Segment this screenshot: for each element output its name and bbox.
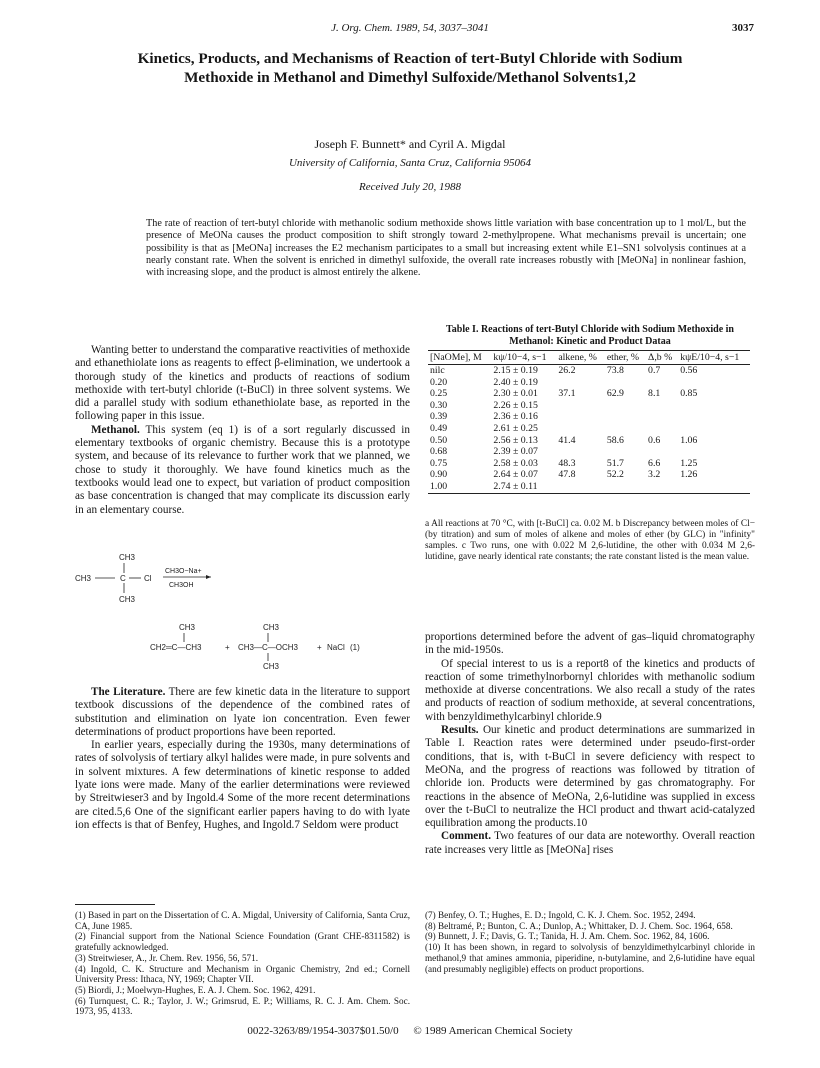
table-cell: 51.7: [606, 457, 624, 469]
footnote-divider-left: [75, 904, 155, 905]
table-header-cell: Δ,b %: [646, 351, 678, 365]
footnotes-left: [75, 910, 410, 1017]
results-text: Our kinetic and product determinations are summarized in Table I. Reaction rates were determined under pseudo-first-order conditions, that is, with t-BuCl in severe deficiency with respect to MeONa, and the progress of reactions was followed by titration of chloride ion. Products were determined by gas chromatography. For reactions in the absence of MeONa, 2,6-lutidine was supplied in excess over the t-BuCl to neutralize the HCl product and thwart acid-catalyzed equilibration among the products.10: [425, 724, 755, 830]
results-paragraph: [425, 724, 755, 830]
left-column: [75, 344, 410, 517]
table-cell: 62.9: [606, 388, 624, 400]
comment-heading: Comment.: [441, 830, 492, 843]
table-header-cell: alkene, %: [556, 351, 604, 365]
table-cell: 1.26: [680, 469, 698, 481]
table-row: [428, 481, 750, 493]
intro-paragraph: Wanting better to understand the comparative reactivities of methoxide and ethanethiolate ions as reagents to effect β-elimination, we undertook a thorough study of the kinetics and products of reactions of sodium methoxide with tert-butyl chloride (t-BuCl) in three solvent systems. We did a parallel study with sodium ethanethiolate base, as reported in the following paper in this issue.: [75, 344, 410, 423]
literature-heading: The Literature.: [91, 686, 166, 698]
table-row: [428, 411, 750, 423]
scheme-nacl: NaCl: [327, 643, 345, 652]
scheme-ch3-top: CH3: [119, 553, 136, 562]
table-row: [428, 423, 750, 435]
footnote: (7) Benfey, O. T.; Hughes, E. D.; Ingold, C. K. J. Chem. Soc. 1952, 2494.: [425, 910, 696, 920]
data-table: [428, 350, 750, 494]
article-title: Kinetics, Products, and Mechanisms of Reaction of tert-Butyl Chloride with Sodium Methoxide in Methanol and Dimethyl Sulfoxide/Methanol Solvents1,2: [137, 50, 683, 86]
table-header-cell: [NaOMe], M: [428, 351, 491, 365]
table-cell: 8.1: [648, 388, 661, 400]
table-cell: 1.06: [680, 434, 698, 446]
table-cell: 2.61 ± 0.25: [493, 422, 538, 434]
table-cell: [646, 446, 678, 458]
scheme-reagent-top: CH3O−Na+: [165, 568, 202, 575]
table-cell: [646, 377, 678, 389]
footnote: (4) Ingold, C. K. Structure and Mechanism in Organic Chemistry, 2nd ed.; Cornell University Press: Ithaca, NY, 1969; Chapter VII.: [75, 963, 410, 985]
table-cell: [646, 423, 678, 435]
table-cell: 1.25: [680, 457, 698, 469]
comment-text: Two features of our data are noteworthy. Overall reaction rate increases very little as [MeONa] rises: [425, 830, 755, 856]
scheme-cl: Cl: [144, 574, 152, 583]
footnote: (1) Based in part on the Dissertation of C. A. Migdal, University of California, Santa Cruz, CA, June 1985.: [75, 910, 410, 931]
table-cell: [605, 400, 646, 412]
table-row: [428, 446, 750, 458]
right-continuation-paragraph: proportions determined before the advent of gas–liquid chromatography in the mid-1950s.: [425, 631, 755, 657]
table-cell: [605, 446, 646, 458]
table-row: [428, 388, 750, 400]
table-cell: 58.6: [606, 434, 624, 446]
table-cell: [678, 400, 750, 412]
scheme-ether-ch3-top: CH3: [263, 623, 280, 632]
table-cell: 0.68: [430, 446, 448, 458]
reaction-scheme: [75, 550, 410, 670]
table-row: [428, 400, 750, 412]
scheme-eq-number: (1): [350, 643, 360, 652]
footnote: (3) Streitwieser, A., Jr. Chem. Rev. 1956, 56, 571.: [75, 952, 259, 963]
scheme-alkene-ch3: CH3: [179, 623, 196, 632]
table-cell: 73.8: [606, 365, 624, 376]
table-cell: 2.15 ± 0.19: [493, 365, 538, 376]
scheme-c-center: C: [120, 574, 126, 583]
table-cell: 3.2: [648, 469, 661, 481]
table-cell: 2.58 ± 0.03: [493, 457, 538, 469]
table-cell: 48.3: [558, 457, 576, 469]
table-cell: [678, 446, 750, 458]
table-cell: [556, 377, 604, 389]
scheme-alkene: CH2═C—CH3: [150, 643, 202, 652]
footnote: (2) Financial support from the National Science Foundation (Grant CHE-8311582) is gratefully acknowledged.: [75, 931, 410, 953]
table-cell: [605, 481, 646, 493]
table-cell: 0.7: [648, 365, 661, 376]
table-cell: 47.8: [558, 469, 576, 481]
abstract: The rate of reaction of tert-butyl chloride with methanolic sodium methoxide shows little variation with base concentration up to 1 mol/L, but the presence of MeONa causes the product composition to shift strongly toward 2-methylpropene. What mechanisms prevail is uncertain; one possibility is that as [MeONa] increases the E2 mechanism participates to a small but increasing extent while E1–SN1 solvolysis continues at a nearly constant rate. When the solvent is enriched in dimethyl sulfoxide, the overall rate increases robustly with [MeONa] in nonlinear fashion, with increasing slope, and the product is almost entirely the alkene.: [146, 218, 746, 279]
table-cell: 0.49: [430, 422, 448, 434]
table-row: [428, 458, 750, 470]
scheme-ether-ch3-bottom: CH3: [263, 662, 280, 670]
table-row: [428, 377, 750, 389]
table-cell: 0.50: [430, 434, 448, 446]
table-cell: 0.85: [680, 388, 698, 400]
article-code: 0022-3263/89/1954-3037$01.50/0: [247, 1025, 399, 1037]
literature-paragraph: [75, 686, 410, 739]
table-cell: 0.30: [430, 399, 448, 411]
methanol-text: This system (eq 1) is of a sort regularly discussed in elementary textbooks of organic chemistry. Because this is a prototype system, and because of its relevance to further work that we planned, we chose to study it thoroughly. We have found kinetics much as the textbooks would lead one to expect, but variation of product composition as base concentration is changed that may complicate its discussion early in an elementary course.: [75, 423, 410, 516]
footnotes-right: [425, 910, 755, 974]
table-cell: 2.40 ± 0.19: [493, 376, 538, 388]
table-cell: [646, 481, 678, 493]
table-cell: [556, 446, 604, 458]
received-date: Received July 20, 1988: [358, 181, 461, 193]
table-cell: [605, 377, 646, 389]
table-cell: [678, 423, 750, 435]
comment-paragraph: [425, 830, 755, 857]
table-header-row: [428, 351, 750, 365]
table-header-cell: kψ/10−4, s−1: [491, 351, 556, 365]
journal-citation: J. Org. Chem. 1989, 54, 3037–3041: [331, 22, 489, 34]
table-cell: [605, 411, 646, 423]
page-footer: [0, 1025, 820, 1037]
table-cell: 0.56: [680, 365, 698, 376]
table-cell: 26.2: [558, 365, 576, 376]
table-cell: 52.2: [606, 469, 624, 481]
table-cell: [646, 400, 678, 412]
footnote: (9) Bunnett, J. F.; Davis, G. T.; Tanida, H. J. Am. Chem. Soc. 1962, 84, 1606.: [425, 931, 710, 942]
table-cell: 0.39: [430, 411, 448, 423]
table-cell: 0.20: [430, 376, 448, 388]
table-cell: 2.56 ± 0.13: [493, 434, 538, 446]
table-cell: 2.64 ± 0.07: [493, 469, 538, 481]
table-cell: 2.36 ± 0.16: [493, 411, 538, 423]
copyright: © 1989 American Chemical Society: [413, 1025, 573, 1037]
table-cell: [646, 411, 678, 423]
scheme-plus-1: +: [225, 643, 230, 652]
scheme-ch3-bottom: CH3: [119, 595, 136, 604]
table-row: [428, 469, 750, 481]
table-cell: [678, 481, 750, 493]
table-cell: [556, 411, 604, 423]
literature-text: There are few kinetic data in the literature to support textbook discussions of the dependence of the combined rates of substitution and elimination on lyate ion concentration. Even fewer determinations of product proportions have been reported.: [75, 686, 410, 738]
table-cell: [678, 377, 750, 389]
scheme-plus-2: +: [317, 643, 322, 652]
special-interest-paragraph: Of special interest to us is a report8 of the kinetics and products of reaction of some trimethylnorbornyl chlorides with methanolic sodium methoxide at diverse concentrations. We also recall a study of the rates and products of reaction of sodium methoxide, at several concentrations, with benzyldimethylcarbinyl chloride.9: [425, 657, 755, 723]
table-cell: 0.6: [648, 434, 661, 446]
table-row: [428, 435, 750, 447]
footnote: (6) Turnquest, C. R.; Taylor, J. W.; Grimsrud, E. P.; Williams, R. C. J. Am. Chem. Soc. 1973, 95, 4133.: [75, 995, 410, 1017]
methanol-paragraph: [75, 424, 410, 517]
footnote: (8) Beltramé, P.; Bunton, C. A.; Dunlop, A.; Whittaker, D. J. Chem. Soc. 1964, 658.: [425, 920, 733, 931]
running-header: [66, 22, 754, 38]
table-footnote: a All reactions at 70 °C, with [t-BuCl] ca. 0.02 M. b Discrepancy between moles of Cl− (by titration) and sum of moles of alkene and moles of ether (by GLC) in "infinity" samples. c Two runs, one with 0.022 M 2,6-lutidine, the other with 0.034 M 2,6-lutidine, gave nearly identical rate constants; the rate constant listed is the mean value.: [425, 519, 755, 563]
table-cell: 0.25: [430, 388, 448, 400]
table-cell: 2.26 ± 0.15: [493, 399, 538, 411]
footnote: (10) It has been shown, in regard to solvolysis of benzyldimethylcarbinyl chloride in methanol,9 that amines ammonia, piperidine, n-butylamine, and 2,6-lutidine have equal (and presumably negligible) effects on product proportions.: [425, 942, 755, 974]
table-cell: [605, 423, 646, 435]
table-cell: 41.4: [558, 434, 576, 446]
results-heading: Results.: [441, 724, 479, 737]
footnote: (5) Biordi, J.; Moelwyn-Hughes, E. A. J. Chem. Soc. 1962, 4291.: [75, 984, 316, 995]
table-cell: [556, 423, 604, 435]
left-column-lower: [75, 686, 410, 832]
table-cell: 2.39 ± 0.07: [493, 446, 538, 458]
scheme-ether: CH3—C—OCH3: [238, 643, 299, 652]
table-cell: 37.1: [558, 388, 576, 400]
methanol-heading: Methanol.: [91, 423, 140, 436]
table-cell: [556, 481, 604, 493]
table-cell: 6.6: [648, 457, 661, 469]
table-cell: [556, 400, 604, 412]
table-cell: 2.30 ± 0.01: [493, 388, 538, 400]
page-number: 3037: [732, 22, 754, 34]
affiliation: University of California, Santa Cruz, California 95064: [288, 157, 532, 169]
table-header-cell: ether, %: [605, 351, 646, 365]
table-cell: 0.75: [430, 457, 448, 469]
scheme-ch3-left: CH3: [75, 574, 92, 583]
table-cell: 1.00: [428, 481, 491, 493]
scheme-reagent-bottom: CH3OH: [169, 582, 194, 589]
table-row: [428, 365, 750, 377]
table-title: Table I. Reactions of tert-Butyl Chloride with Sodium Methoxide in Methanol: Kinetic and Product Dataa: [446, 324, 734, 347]
history-paragraph: In earlier years, especially during the 1930s, many determinations of rates of solvolysis of tertiary alkyl halides were made, in pure solvents and in solvent mixtures. A few determinations of kinetic response to added lyate ions were made. Many of the earlier determinations were reviewed by Streitwieser3 and by Ingold.4 Some of the more recent determinations are cited.5,6 One of the significant earlier papers having to do with lyate ion effects is that of Benfey, Hughes, and Ingold.7 Seldom were product: [75, 739, 410, 831]
authors: Joseph F. Bunnett* and Cyril A. Migdal: [314, 137, 506, 151]
right-column: [425, 631, 755, 857]
table-cell: [678, 411, 750, 423]
table-cell: nilc: [430, 365, 445, 376]
table-cell: 2.74 ± 0.11: [491, 481, 556, 493]
table-cell: 0.90: [430, 469, 448, 481]
table-header-cell: kψE/10−4, s−1: [678, 351, 750, 365]
